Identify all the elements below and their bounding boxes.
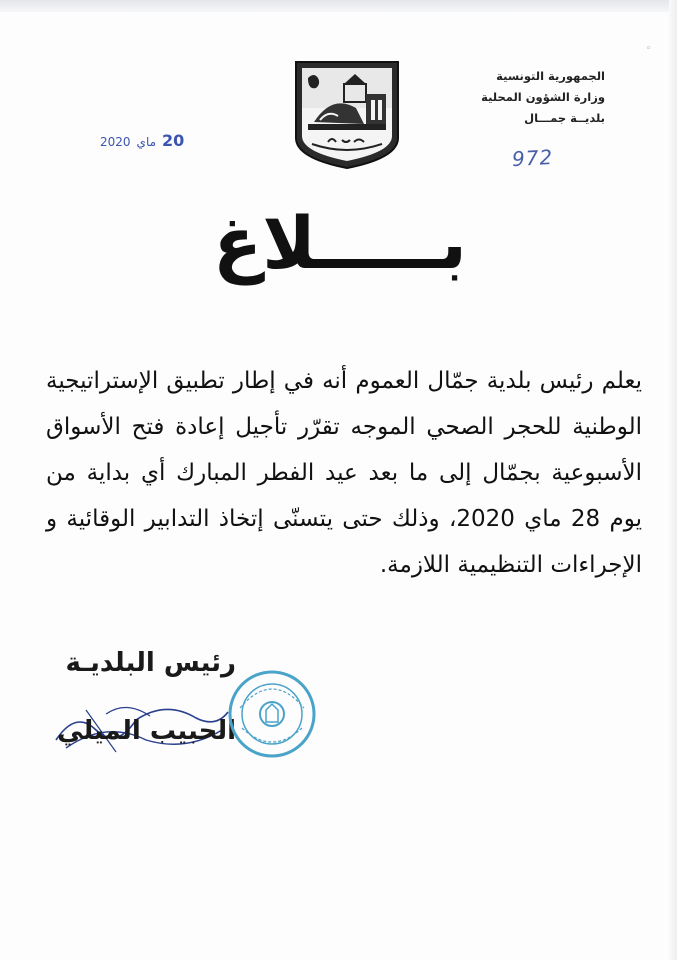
letterhead-ministry: وزارة الشؤون المحلية [481,90,605,104]
announcement-body [46,358,642,588]
scan-top-edge [0,0,677,12]
date-year: 2020 [100,135,131,149]
letterhead [435,66,605,129]
date-stamp [100,131,184,150]
official-seal [226,668,318,760]
scan-right-edge [669,0,677,960]
signatory-title: رئيس البلديـة [65,648,236,678]
document-title: بـــــلاغ [213,201,467,285]
date-month: ماي [136,135,157,149]
announcement-paragraph: يعلم رئيس بلدية جمّال العموم أنه في إطار تطبيق الإستراتيجية الوطنية للحجر الصحي الموجه تقرّر تأجيل إعادة فتح الأسواق الأسبوعية بجمّال إلى ما بعد عيد الفطر المبارك أي بداية من يوم 28 ماي 2020، وذلك حتى يتسنّى إتخاذ التدابير الوقائية و الإجراءات التنظيمية اللازمة. [46,368,643,578]
municipality-emblem [294,60,400,170]
signatory-name: الحبيب الميلي [57,716,236,746]
reference-number: 972 [511,144,554,172]
corner-mark: ◦ [646,44,652,54]
date-day: 20 [162,131,185,150]
letterhead-municipality: بلديــة جمـــال [524,111,605,125]
letterhead-republic: الجمهورية التونسية [496,69,605,83]
